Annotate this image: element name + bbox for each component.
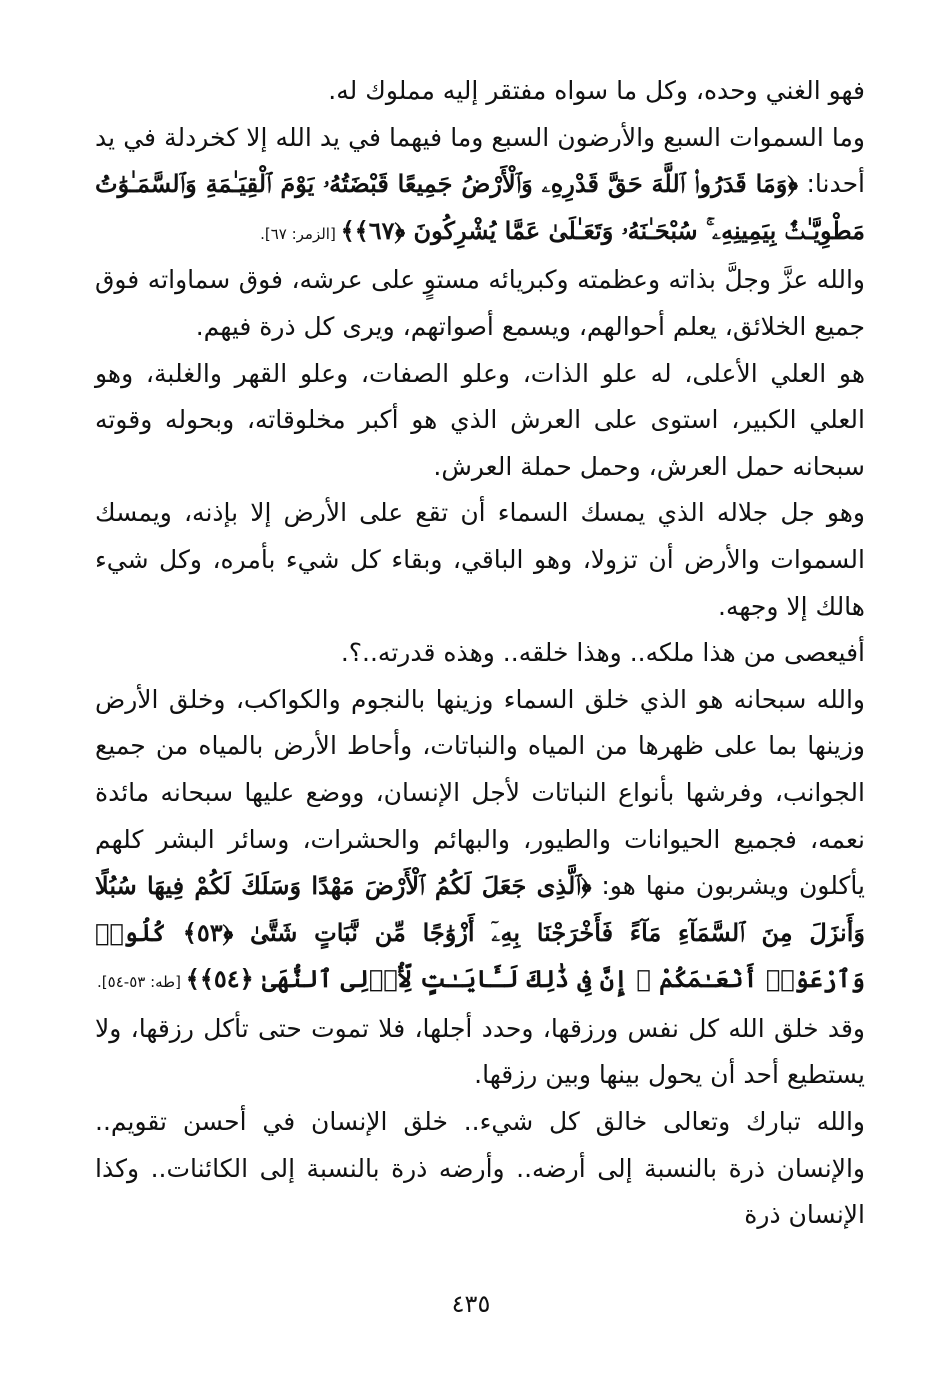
paragraph-text: هو العلي الأعلى، له علو الذات، وعلو الصفات، وعلو القهر والغلبة، وهو العلي الكبير، استوى على العرش الذي هو أكبر مخلوقاته، وبحوله وقوته سبحانه حمل العرش، وحمل حملة العرش. [95, 358, 865, 481]
paragraph [95, 68, 865, 115]
quran-verse: ﴿وَمَا قَدَرُوا۟ ٱللَّهَ حَقَّ قَدْرِهِۦ وَٱلْأَرْضُ جَمِيعًا قَبْضَتُهُۥ يَوْمَ ٱلْقِيَـٰمَةِ وَٱلسَّمَـٰوَٰتُ مَطْوِيَّـٰتٌۢ بِيَمِينِهِۦ ۚ سُبْحَـٰنَهُۥ وَتَعَـٰلَىٰ عَمَّا يُشْرِكُونَ ﴿٦٧﴾﴾ [95, 169, 865, 245]
paragraph [95, 630, 865, 677]
paragraph-text: وما السموات السبع والأرضون السبع وما فيهما في يد الله إلا كخردلة في يد أحدنا: [95, 122, 865, 199]
paragraph-text: والله عزَّ وجلَّ بذاته وعظمته وكبريائه مستوٍ على عرشه، فوق سماواته فوق جميع الخلائق، يعلم أحوالهم، ويسمع أصواتهم، ويرى كل ذرة فيهم. [95, 265, 865, 341]
paragraph-text: والله تبارك وتعالى خالق كل شيء.. خلق الإنسان في أحسن تقويم.. والإنسان ذرة بالنسبة إلى أرضه.. وأرضه ذرة بالنسبة إلى الكائنات.. وكذا الإنسان ذرة [95, 1107, 865, 1230]
paragraph [95, 490, 865, 630]
verse-reference: [الزمر: ٦٧]. [260, 224, 341, 243]
body-text [95, 68, 865, 1239]
paragraph [95, 115, 865, 258]
paragraph [95, 257, 865, 350]
paragraph-text: والله سبحانه هو الذي خلق السماء وزينها بالنجوم والكواكب، وخلق الأرض وزينها بما على ظهرها من المياه والنباتات، وأحاط الأرض بالمياه من جميع الجوانب، وفرشها بأنواع النباتات لأجل الإنسان، ووضع عليها سبحانه مائدة نعمه، فجميع الحيوانات والطيور، والبهائم والحشرات، وسائر البشر كلهم يأكلون ويشربون منها هو: [95, 684, 865, 901]
paragraph [95, 677, 865, 1006]
verse-reference: [طه: ٥٣-٥٤]. [97, 973, 186, 992]
paragraph-text: وهو جل جلاله الذي يمسك السماء أن تقع على الأرض إلا بإذنه، ويمسك السموات والأرض أن تزولا، وهو الباقي، وبقاء كل شيء بأمره، وكل شيء هالك إلا وجهه. [95, 498, 865, 621]
paragraph-text: فهو الغني وحده، وكل ما سواه مفتقر إليه مملوك له. [328, 76, 865, 105]
paragraph-text: أفيعصى من هذا ملكه.. وهذا خلقه.. وهذه قدرته..؟. [340, 638, 865, 668]
quran-verse: ﴿ٱلَّذِى جَعَلَ لَكُمُ ٱلْأَرْضَ مَهْدًا وَسَلَكَ لَكُمْ فِيهَا سُبُلًا وَأَنزَلَ مِنَ ٱلسَّمَآءِ مَآءً فَأَخْرَجْنَا بِهِۦٓ أَزْوَٰجًا مِّن نَّبَاتٍ شَتَّىٰ ﴿٥٣﴾ كُلُوا۟ وَٱرْعَوْا۟ أَنْعَـٰمَكُمْ ۗ إِنَّ فِى ذَٰلِكَ لَـَٔايَـٰتٍ لِّأُو۟لِى ٱلنُّهَىٰ ﴿٥٤﴾﴾ [95, 871, 865, 994]
paragraph [95, 1006, 865, 1099]
page-number: ٤٣٥ [451, 1290, 491, 1318]
paragraph [95, 351, 865, 491]
paragraph [95, 1099, 865, 1239]
paragraph-text: وقد خلق الله كل نفس ورزقها، وحدد أجلها، فلا تموت حتى تأكل رزقها، ولا يستطيع أحد أن يحول بينها وبين رزقها. [95, 1013, 865, 1090]
